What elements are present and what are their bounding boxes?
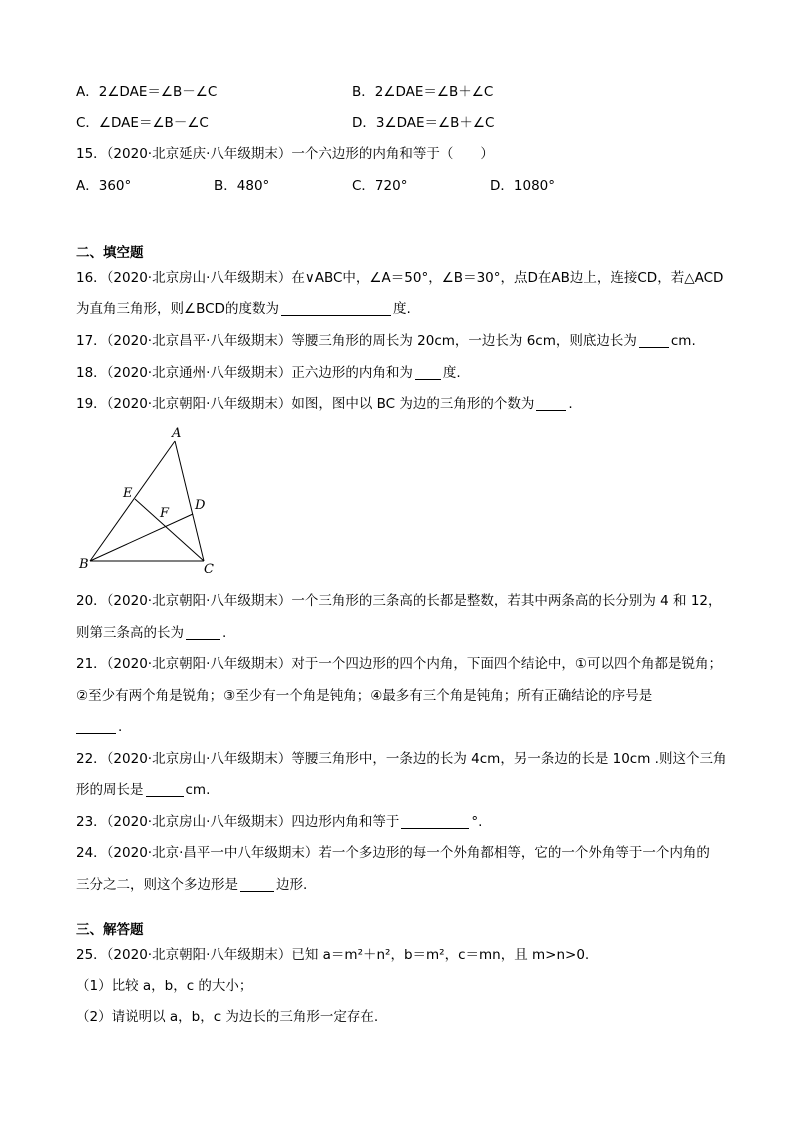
q15-option-b: B．480° <box>214 178 270 194</box>
q25-part1: （1）比较 a，b，c 的大小； <box>76 978 253 994</box>
q22-answer-blank[interactable] <box>146 782 184 797</box>
q20-line2-text: 则第三条高的长为 <box>76 625 184 641</box>
q18 <box>76 364 461 382</box>
q21-line2: ②至少有两个角是锐角；③至少有一个角是钝角；④最多有三个角是钝角；所有正确结论的序号是 <box>76 688 653 704</box>
q19-text: 19．（2020·北京朝阳·八年级期末）如图，图中以 BC 为边的三角形的个数为 <box>76 396 535 412</box>
q14-option-d: D．3∠DAE＝∠B＋∠C <box>352 115 495 131</box>
q25-line1: 25．（2020·北京朝阳·八年级期末）已知 a＝m²＋n²，b＝m²，c＝mn，且 m>n>0. <box>76 947 590 963</box>
label-f: F <box>160 506 170 521</box>
q18-text: 18．（2020·北京通州·八年级期末）正六边形的内角和为 <box>76 365 413 381</box>
q22-line2-text: 形的周长是 <box>76 782 144 798</box>
q20-line2 <box>76 624 226 642</box>
label-a: A <box>172 426 182 441</box>
q23-answer-blank[interactable] <box>401 814 469 829</box>
q16-answer-blank[interactable] <box>281 301 391 316</box>
q20-line2-tail: . <box>222 625 227 641</box>
q24-line2-text: 三分之二，则这个多边形是 <box>76 877 238 893</box>
q14-option-b: B．2∠DAE＝∠B＋∠C <box>352 84 494 100</box>
q21-line3-tail: . <box>118 719 123 735</box>
q15-option-c: C．720° <box>352 178 408 194</box>
q17-text: 17．（2020·北京昌平·八年级期末）等腰三角形的周长为 20cm，一边长为 6cm，则底边长为 <box>76 333 637 349</box>
q16-line2 <box>76 300 411 318</box>
q16-line1: 16．（2020·北京房山·八年级期末）在∨ABC中，∠A＝50°，∠B＝30°，点D在AB边上，连接CD，若△ACD <box>76 270 724 286</box>
q19-answer-blank[interactable] <box>536 396 566 411</box>
q20-line1: 20．（2020·北京朝阳·八年级期末）一个三角形的三条高的长都是整数，若其中两条高的长分别为 4 和 12， <box>76 593 722 609</box>
q22-line1: 22．（2020·北京房山·八年级期末）等腰三角形中，一条边的长为 4cm，另一条边的长是 10cm .则这个三角 <box>76 751 727 767</box>
q17-answer-blank[interactable] <box>639 333 669 348</box>
q17 <box>76 332 696 350</box>
label-d: D <box>195 498 206 513</box>
q19-tail: . <box>568 396 573 412</box>
q23-tail: °. <box>471 814 483 830</box>
q22-line2 <box>76 781 210 799</box>
q21-line1: 21．（2020·北京朝阳·八年级期末）对于一个四边形的四个内角，下面四个结论中，①可以四个角都是锐角； <box>76 656 722 672</box>
q19 <box>76 395 573 413</box>
q14-option-c: C．∠DAE＝∠B－∠C <box>76 115 209 131</box>
q16-line2-tail: 度. <box>392 301 411 317</box>
q22-line2-tail: cm. <box>185 782 211 798</box>
section-solution-title: 三、解答题 <box>76 922 144 938</box>
q14-option-a: A．2∠DAE＝∠B－∠C <box>76 84 218 100</box>
q24-line2-tail: 边形. <box>276 877 308 893</box>
q18-answer-blank[interactable] <box>415 365 441 380</box>
q20-answer-blank[interactable] <box>186 625 220 640</box>
q15-option-d: D．1080° <box>490 178 556 194</box>
q21-answer-blank[interactable] <box>76 719 116 734</box>
q21-line3 <box>76 718 122 736</box>
q15-stem: 15．（2020·北京延庆·八年级期末）一个六边形的内角和等于（ ） <box>76 146 494 162</box>
label-e: E <box>123 486 133 501</box>
q17-tail: cm. <box>670 333 696 349</box>
segment-ab <box>90 441 175 561</box>
label-b: B <box>79 557 89 572</box>
q16-line2-text: 为直角三角形，则∠BCD的度数为 <box>76 301 279 317</box>
section-fill-in-title: 二、填空题 <box>76 245 144 261</box>
q19-triangle-figure <box>76 425 236 580</box>
q24-line2 <box>76 876 307 894</box>
q15-option-a: A．360° <box>76 178 132 194</box>
q23-text: 23．（2020·北京房山·八年级期末）四边形内角和等于 <box>76 814 400 830</box>
segment-ce <box>135 499 204 561</box>
q23 <box>76 813 482 831</box>
label-c: C <box>204 562 214 577</box>
q25-part2: （2）请说明以 a，b，c 为边长的三角形一定存在. <box>76 1009 379 1025</box>
q24-line1: 24．（2020·北京·昌平一中八年级期末）若一个多边形的每一个外角都相等，它的一个外角等于一个内角的 <box>76 845 710 861</box>
q24-answer-blank[interactable] <box>240 877 274 892</box>
q18-tail: 度. <box>442 365 461 381</box>
